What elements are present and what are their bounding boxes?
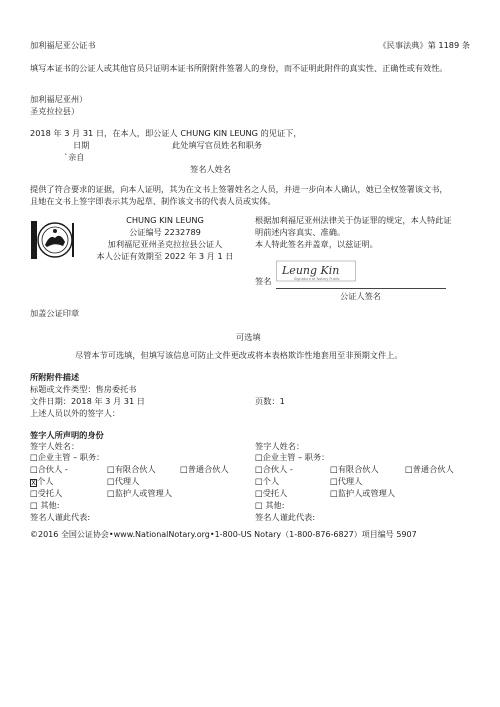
right-other-checkbox[interactable]: □ 其他: [255, 500, 285, 510]
sign-caption: 签名 [255, 276, 272, 286]
acknowledgment-statement: 2018 年 3 月 31 日，在本人，即公证人 CHUNG KIN LEUNG 的见证下， [30, 128, 302, 138]
certification-line2: 明前述内容真实、准确。 [255, 227, 346, 237]
left-representing: 签名人谨此代表: [30, 512, 91, 522]
left-trustee-checkbox[interactable]: □受托人 [30, 488, 63, 498]
right-general-partner-checkbox[interactable]: □普通合伙人 [405, 464, 454, 474]
left-individual-row [30, 476, 53, 487]
number-of-pages: 页数：1 [255, 396, 285, 406]
left-other-checkbox[interactable]: □ 其他: [30, 500, 60, 510]
signature-caption: Signature of Notary Public [294, 277, 340, 281]
signer-name-caption: 签名人姓名 [190, 164, 231, 174]
certification-line3: 本人特此签名并盖章，以兹证明。 [255, 239, 378, 249]
form-title: 加利福尼亚公证书 [30, 40, 96, 50]
venue-county: 圣克拉拉县） [30, 106, 80, 116]
personally-appeared: `亲自 [64, 152, 85, 162]
notary-seal-emblem [30, 218, 74, 262]
right-limited-partner-checkbox[interactable]: □有限合伙人 [330, 464, 379, 474]
optional-section-title: 可选填 [236, 332, 261, 342]
signature-script: Leung Kin [282, 264, 340, 277]
right-individual-checkbox[interactable]: □个人 [255, 476, 280, 486]
proof-text-line2: 且她在文书上签字即表示其为起草、制作该文书的代表人员或实体。 [30, 196, 276, 206]
officer-caption: 此处填写官员姓名和职务 [172, 140, 263, 150]
notary-signature-stamp [276, 260, 356, 288]
left-corporate-officer-checkbox[interactable]: □企业主管 – 职务： [30, 452, 105, 462]
right-guardian-checkbox[interactable]: □监护人或管理人 [330, 488, 396, 498]
left-individual-label: 个人 [37, 476, 54, 486]
proof-text-line1: 提供了符合要求的证据，向本人证明，其为在文书上签署姓名之人员，并进一步向本人确认，她已全权签署该文书， [30, 184, 448, 194]
venue-state: 加利福尼亚州） [30, 94, 88, 104]
right-partner-checkbox[interactable]: □合伙人 - [255, 464, 293, 474]
seal-commission-number: 公证编号 2232789 [129, 227, 201, 237]
document-type: 标题或文件类型：售房委托书 [30, 384, 137, 394]
seal-county: 加利福尼亚州圣克拉拉县公证人 [107, 239, 223, 249]
other-signers: 上述人员以外的签字人： [30, 408, 121, 418]
left-attorney-checkbox[interactable]: □代理人 [107, 476, 140, 486]
left-individual-checkbox-checked[interactable]: X [31, 479, 36, 487]
seal-notary-name: CHUNG KIN LEUNG [126, 215, 204, 225]
notary-signature-caption: 公证人签名 [340, 291, 381, 301]
certification-line1: 根据加利福尼亚州法律关于伪证罪的规定，本人特此证 [255, 215, 452, 225]
left-general-partner-checkbox[interactable]: □普通合伙人 [180, 464, 229, 474]
left-limited-partner-checkbox[interactable]: □有限合伙人 [107, 464, 156, 474]
left-signer-name: 签字人姓名： [30, 441, 80, 451]
optional-section-note: 尽管本节可选填，但填写该信息可防止文件更改或将本表格欺诈性地套用至非预期文件上。 [75, 350, 403, 360]
right-corporate-officer-checkbox[interactable]: □企业主管 – 职务： [255, 452, 330, 462]
right-attorney-checkbox[interactable]: □代理人 [330, 476, 363, 486]
document-date: 文件日期：2018 年 3 月 31 日 [30, 396, 145, 406]
right-representing: 签名人谨此代表: [255, 512, 316, 522]
left-partner-checkbox[interactable]: □合伙人 - [30, 464, 68, 474]
capacity-section-title: 签字人所声明的身份 [30, 430, 104, 440]
civil-code-reference: 《民事法典》第 1189 条 [378, 40, 470, 50]
left-guardian-checkbox[interactable]: □监护人或管理人 [107, 488, 173, 498]
right-signer-name: 签字人姓名： [255, 441, 305, 451]
seal-placement-caption: 加盖公证印章 [30, 308, 80, 318]
right-trustee-checkbox[interactable]: □受托人 [255, 488, 288, 498]
seal-expiration: 本人公证有效期至 2022 年 3 月 1 日 [96, 251, 234, 261]
attached-document-title: 所附附件描述 [30, 372, 80, 382]
disclaimer-text: 填写本证书的公证人或其他官员只证明本证书所附附件签署人的身份，而不证明此附件的真实性、正确性或有效性。 [30, 63, 448, 73]
date-caption: 日期 [73, 140, 90, 150]
footer-copyright: ©2016 全国公证协会•www.NationalNotary.org•1-800-US Notary（1-800-876-6827）项目编号 5907 [30, 530, 417, 539]
signature-line [276, 288, 446, 289]
